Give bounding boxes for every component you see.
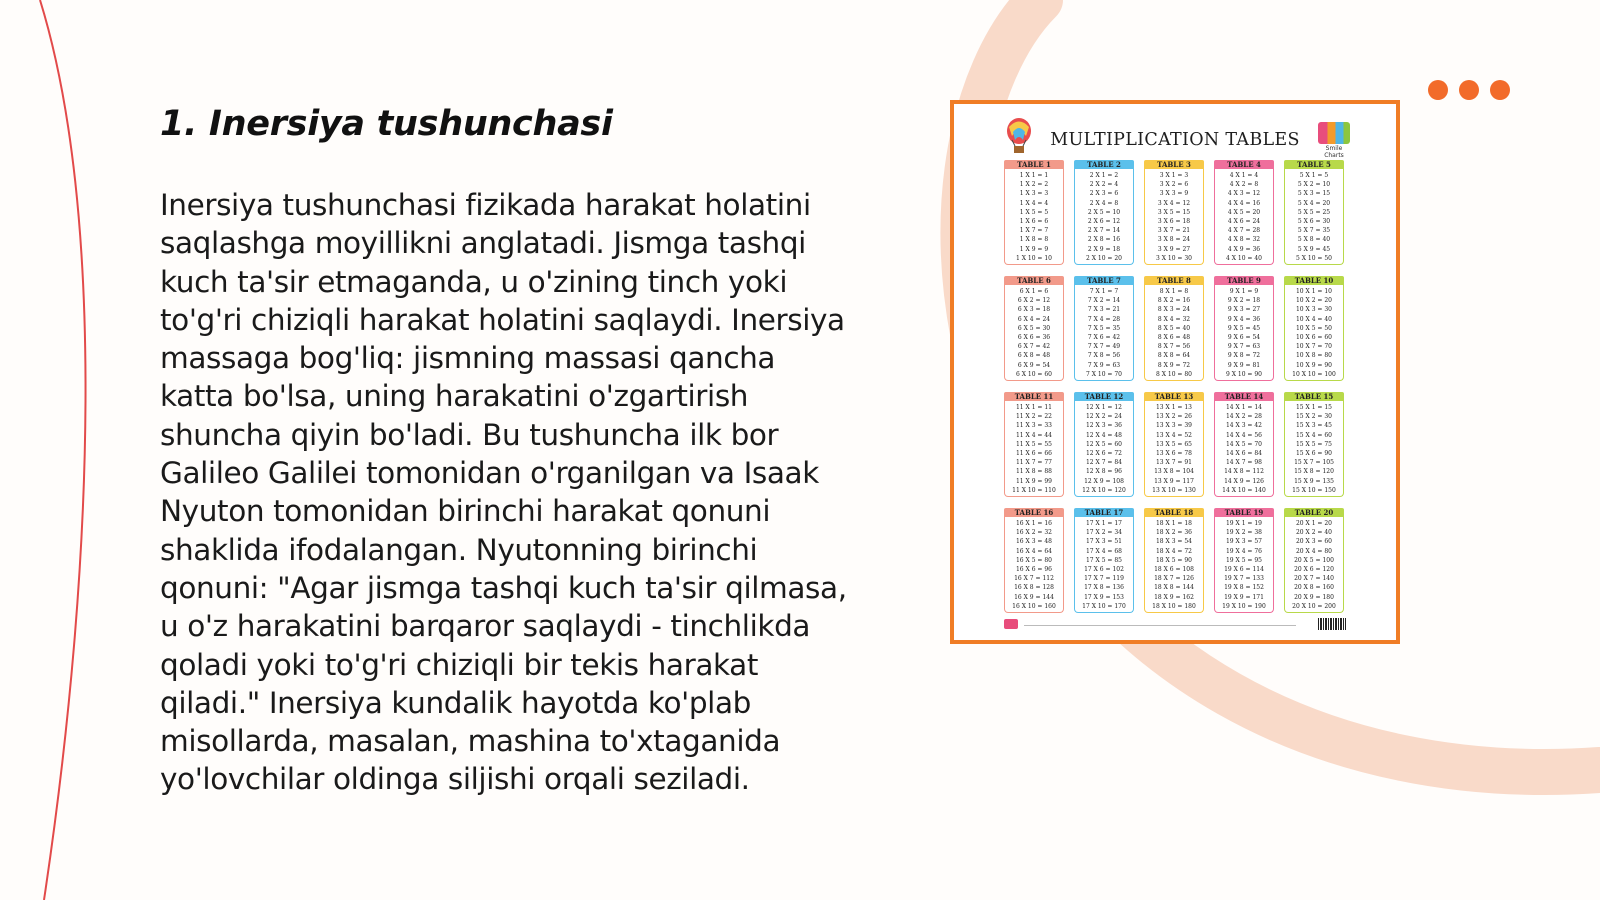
slide-title: 1. Inersiya tushunchasi	[160, 104, 613, 144]
table-header: TABLE 17	[1074, 508, 1134, 517]
brand-name: Smile Charts	[1324, 145, 1344, 159]
table-header: TABLE 8	[1144, 276, 1204, 285]
multiplication-table-11	[1004, 392, 1064, 500]
table-row: 20 X 1 = 20	[1295, 520, 1332, 527]
table-row: 17 X 1 = 17	[1085, 520, 1122, 527]
table-row: 19 X 7 = 133	[1224, 575, 1264, 583]
table-row: 3 X 10 = 30	[1155, 254, 1192, 262]
table-row: 17 X 2 = 34	[1085, 529, 1122, 537]
table-row: 17 X 8 = 136	[1084, 584, 1124, 592]
table-row: 12 X 9 = 108	[1084, 477, 1124, 485]
table-row: 16 X 8 = 128	[1014, 584, 1054, 592]
table-row: 19 X 1 = 19	[1225, 520, 1262, 527]
table-row: 20 X 10 = 200	[1292, 602, 1336, 610]
multiplication-table-1	[1004, 160, 1064, 268]
table-row: 18 X 10 = 180	[1152, 602, 1196, 610]
table-row: 14 X 7 = 98	[1225, 459, 1262, 467]
table-row: 1 X 7 = 7	[1019, 227, 1049, 235]
multiplication-table-12	[1074, 392, 1134, 500]
table-header: TABLE 9	[1214, 276, 1274, 285]
table-row: 1 X 3 = 3	[1019, 190, 1049, 198]
multiplication-table-15	[1284, 392, 1344, 500]
table-row: 11 X 1 = 11	[1015, 404, 1052, 411]
table-row: 16 X 7 = 112	[1014, 575, 1054, 583]
table-row: 6 X 6 = 36	[1017, 334, 1051, 342]
table-row: 16 X 1 = 16	[1015, 520, 1052, 527]
table-row: 2 X 9 = 18	[1087, 245, 1121, 253]
table-row: 5 X 3 = 15	[1297, 190, 1331, 198]
left-red-curve	[40, 0, 86, 900]
table-row: 4 X 7 = 28	[1227, 227, 1261, 235]
table-row: 2 X 7 = 14	[1087, 227, 1121, 235]
table-row: 19 X 8 = 152	[1224, 584, 1264, 592]
table-row: 15 X 3 = 45	[1295, 422, 1332, 430]
book-logo-icon	[1318, 122, 1350, 159]
table-row: 7 X 8 = 56	[1087, 352, 1121, 360]
table-row: 16 X 6 = 96	[1015, 566, 1052, 574]
table-header: TABLE 15	[1284, 392, 1344, 401]
table-row: 13 X 3 = 39	[1155, 422, 1192, 430]
table-row: 9 X 10 = 90	[1225, 370, 1262, 378]
table-row: 19 X 3 = 57	[1225, 538, 1262, 546]
table-row: 13 X 10 = 130	[1152, 486, 1196, 494]
table-row: 20 X 7 = 140	[1294, 575, 1334, 583]
table-row: 1 X 2 = 2	[1019, 181, 1049, 189]
table-row: 19 X 10 = 190	[1222, 602, 1266, 610]
table-row: 7 X 9 = 63	[1087, 361, 1121, 369]
table-row: 12 X 7 = 84	[1085, 459, 1122, 467]
table-row: 18 X 6 = 108	[1154, 566, 1194, 574]
table-row: 5 X 1 = 5	[1299, 172, 1329, 179]
table-row: 13 X 4 = 52	[1155, 431, 1192, 439]
table-row: 10 X 2 = 20	[1295, 297, 1332, 305]
table-row: 3 X 9 = 27	[1157, 245, 1191, 253]
table-row: 20 X 5 = 100	[1294, 556, 1334, 564]
table-row: 17 X 10 = 170	[1082, 602, 1126, 610]
table-row: 14 X 1 = 14	[1225, 404, 1262, 411]
table-row: 19 X 5 = 95	[1225, 556, 1262, 564]
table-row: 14 X 4 = 56	[1225, 431, 1262, 439]
table-row: 1 X 1 = 1	[1019, 172, 1049, 179]
table-row: 17 X 9 = 153	[1084, 593, 1124, 601]
table-row: 5 X 7 = 35	[1297, 227, 1331, 235]
table-row: 2 X 2 = 4	[1089, 181, 1119, 189]
more-dots-icon	[1428, 80, 1510, 100]
table-row: 14 X 9 = 126	[1224, 477, 1264, 485]
table-row: 8 X 8 = 64	[1157, 352, 1191, 360]
poster-header	[954, 118, 1396, 158]
multiplication-table-16	[1004, 508, 1064, 616]
multiplication-table-7	[1074, 276, 1134, 384]
table-header: TABLE 16	[1004, 508, 1064, 517]
multiplication-table-9	[1214, 276, 1274, 384]
table-header: TABLE 10	[1284, 276, 1344, 285]
table-row: 8 X 9 = 72	[1157, 361, 1191, 369]
table-row: 4 X 10 = 40	[1225, 254, 1262, 262]
table-row: 3 X 1 = 3	[1159, 172, 1189, 179]
table-row: 13 X 1 = 13	[1155, 404, 1192, 411]
table-row: 10 X 7 = 70	[1295, 343, 1332, 351]
table-row: 1 X 4 = 4	[1019, 199, 1049, 207]
table-row: 18 X 2 = 36	[1155, 529, 1192, 537]
table-row: 16 X 5 = 80	[1015, 556, 1052, 564]
table-row: 17 X 5 = 85	[1085, 556, 1122, 564]
table-row: 9 X 2 = 18	[1227, 297, 1261, 305]
table-row: 13 X 6 = 78	[1155, 450, 1192, 458]
table-row: 4 X 4 = 16	[1227, 199, 1261, 207]
table-row: 15 X 6 = 90	[1295, 450, 1332, 458]
table-row: 17 X 7 = 119	[1084, 575, 1124, 583]
table-header: TABLE 1	[1004, 160, 1064, 169]
table-row: 6 X 3 = 18	[1017, 306, 1051, 314]
table-row: 16 X 4 = 64	[1015, 547, 1052, 555]
table-row: 10 X 6 = 60	[1295, 334, 1332, 342]
table-row: 7 X 3 = 21	[1087, 306, 1121, 314]
multiplication-table-14	[1214, 392, 1274, 500]
table-row: 18 X 4 = 72	[1155, 547, 1192, 555]
table-row: 13 X 2 = 26	[1155, 413, 1192, 421]
table-row: 15 X 8 = 120	[1294, 468, 1334, 476]
table-row: 18 X 7 = 126	[1154, 575, 1194, 583]
table-row: 9 X 7 = 63	[1227, 343, 1261, 351]
table-row: 8 X 3 = 24	[1157, 306, 1191, 314]
table-row: 4 X 5 = 20	[1227, 208, 1261, 216]
table-row: 11 X 8 = 88	[1015, 468, 1052, 476]
table-row: 3 X 2 = 6	[1159, 181, 1189, 189]
table-row: 15 X 5 = 75	[1295, 440, 1332, 448]
table-row: 11 X 4 = 44	[1015, 431, 1052, 439]
table-row: 6 X 5 = 30	[1017, 324, 1051, 332]
table-row: 13 X 5 = 65	[1155, 440, 1192, 448]
table-row: 8 X 5 = 40	[1157, 324, 1191, 332]
table-row: 20 X 2 = 40	[1295, 529, 1332, 537]
table-row: 15 X 2 = 30	[1295, 413, 1332, 421]
multiplication-poster-image	[950, 100, 1400, 644]
table-row: 9 X 3 = 27	[1227, 306, 1261, 314]
table-row: 20 X 4 = 80	[1295, 547, 1332, 555]
table-row: 6 X 9 = 54	[1017, 361, 1051, 369]
table-row: 12 X 4 = 48	[1085, 431, 1122, 439]
table-row: 6 X 7 = 42	[1017, 343, 1051, 351]
table-row: 11 X 10 = 110	[1012, 486, 1056, 494]
table-row: 5 X 9 = 45	[1297, 245, 1331, 253]
table-row: 12 X 1 = 12	[1085, 404, 1122, 411]
slide-body-text: Inersiya tushunchasi fizikada harakat holatini saqlashga moyillikni anglatadi. Jismga tashqi kuch ta'sir etmaganda, u o'zining tinch yoki to'g'ri chiziqli harakat holatini saqlaydi. Inersiya massaga bog'liq: jismning massasi qancha katta bo'lsa, uning harakatini o'zgartirish shuncha qiyin bo'ladi. Bu tushuncha ilk bor Galileo Galilei tomonidan o'rganilgan va Isaak Nyuton tomonidan birinchi harakat qonuni shaklida ifodalangan. Nyutonning birinchi qonuni: "Agar jismga tashqi kuch ta'sir qilmasa, u o'z harakatini barqaror saqlaydi - tinchlikda qoladi yoki to'g'ri chiziqli bir tekis harakat qiladi." Inersiya kundalik hayotda ko'plab misollarda, masalan, mashina to'xtaganida yo'lovchilar oldinga siljishi orqali seziladi.	[160, 188, 847, 797]
footer-logo-icon	[1004, 619, 1018, 629]
table-row: 6 X 1 = 6	[1019, 288, 1049, 295]
multiplication-table-6	[1004, 276, 1064, 384]
table-row: 6 X 4 = 24	[1017, 315, 1051, 323]
table-row: 4 X 8 = 32	[1227, 236, 1261, 244]
table-header: TABLE 3	[1144, 160, 1204, 169]
table-header: TABLE 11	[1004, 392, 1064, 401]
table-header: TABLE 19	[1214, 508, 1274, 517]
table-row: 20 X 3 = 60	[1295, 538, 1332, 546]
table-row: 8 X 6 = 48	[1157, 334, 1191, 342]
multiplication-table-20	[1284, 508, 1344, 616]
table-row: 16 X 3 = 48	[1015, 538, 1052, 546]
table-row: 20 X 6 = 120	[1294, 566, 1334, 574]
table-row: 10 X 4 = 40	[1295, 315, 1332, 323]
table-row: 14 X 6 = 84	[1225, 450, 1262, 458]
table-row: 3 X 8 = 24	[1157, 236, 1191, 244]
table-row: 1 X 8 = 8	[1019, 236, 1049, 244]
table-row: 1 X 6 = 6	[1019, 218, 1049, 226]
table-row: 8 X 7 = 56	[1157, 343, 1191, 351]
table-row: 11 X 2 = 22	[1015, 413, 1052, 421]
table-row: 17 X 3 = 51	[1085, 538, 1122, 546]
table-row: 4 X 9 = 36	[1227, 245, 1261, 253]
table-row: 13 X 8 = 104	[1154, 468, 1194, 476]
table-row: 13 X 7 = 91	[1155, 459, 1192, 467]
table-row: 14 X 10 = 140	[1222, 486, 1266, 494]
table-row: 8 X 10 = 80	[1155, 370, 1192, 378]
table-row: 4 X 3 = 12	[1227, 190, 1261, 198]
table-row: 18 X 9 = 162	[1154, 593, 1194, 601]
table-row: 5 X 6 = 30	[1297, 218, 1331, 226]
table-row: 18 X 1 = 18	[1155, 520, 1192, 527]
table-row: 10 X 8 = 80	[1295, 352, 1332, 360]
table-row: 13 X 9 = 117	[1154, 477, 1194, 485]
table-header: TABLE 4	[1214, 160, 1274, 169]
table-row: 19 X 9 = 171	[1224, 593, 1264, 601]
table-row: 17 X 4 = 68	[1085, 547, 1122, 555]
table-row: 7 X 10 = 70	[1085, 370, 1122, 378]
table-row: 3 X 3 = 9	[1159, 190, 1189, 198]
table-row: 7 X 7 = 49	[1087, 343, 1121, 351]
table-row: 18 X 5 = 90	[1155, 556, 1192, 564]
table-row: 7 X 5 = 35	[1087, 324, 1121, 332]
table-row: 11 X 3 = 33	[1015, 422, 1052, 430]
table-row: 18 X 3 = 54	[1155, 538, 1192, 546]
table-row: 6 X 10 = 60	[1015, 370, 1052, 378]
table-row: 2 X 10 = 20	[1085, 254, 1122, 262]
table-row: 7 X 4 = 28	[1087, 315, 1121, 323]
table-header: TABLE 12	[1074, 392, 1134, 401]
tables-grid	[1004, 160, 1344, 616]
table-row: 18 X 8 = 144	[1154, 584, 1194, 592]
table-row: 16 X 10 = 160	[1012, 602, 1056, 610]
table-row: 5 X 8 = 40	[1297, 236, 1331, 244]
table-row: 8 X 2 = 16	[1157, 297, 1191, 305]
barcode-icon	[1318, 618, 1346, 630]
multiplication-table-8	[1144, 276, 1204, 384]
table-row: 9 X 5 = 45	[1227, 324, 1261, 332]
table-row: 11 X 6 = 66	[1015, 450, 1052, 458]
table-row: 3 X 5 = 15	[1157, 208, 1191, 216]
table-header: TABLE 6	[1004, 276, 1064, 285]
table-row: 5 X 5 = 25	[1297, 208, 1331, 216]
table-header: TABLE 5	[1284, 160, 1344, 169]
poster-footer	[1004, 618, 1346, 632]
table-row: 9 X 9 = 81	[1227, 361, 1261, 369]
multiplication-table-17	[1074, 508, 1134, 616]
table-row: 10 X 9 = 90	[1295, 361, 1332, 369]
table-row: 10 X 1 = 10	[1295, 288, 1332, 295]
table-row: 14 X 3 = 42	[1225, 422, 1262, 430]
table-row: 5 X 4 = 20	[1297, 199, 1331, 207]
table-row: 20 X 8 = 160	[1294, 584, 1334, 592]
table-row: 11 X 7 = 77	[1015, 459, 1052, 467]
table-row: 11 X 9 = 99	[1015, 477, 1052, 485]
multiplication-table-18	[1144, 508, 1204, 616]
multiplication-table-19	[1214, 508, 1274, 616]
dot	[1428, 80, 1448, 100]
table-row: 19 X 2 = 38	[1225, 529, 1262, 537]
table-row: 17 X 6 = 102	[1084, 566, 1124, 574]
table-row: 15 X 7 = 105	[1294, 459, 1334, 467]
multiplication-table-3	[1144, 160, 1204, 268]
table-row: 12 X 5 = 60	[1085, 440, 1122, 448]
table-row: 2 X 8 = 16	[1087, 236, 1121, 244]
multiplication-table-5	[1284, 160, 1344, 268]
table-row: 15 X 1 = 15	[1295, 404, 1332, 411]
table-row: 15 X 10 = 150	[1292, 486, 1336, 494]
table-row: 12 X 10 = 120	[1082, 486, 1126, 494]
table-row: 8 X 4 = 32	[1157, 315, 1191, 323]
table-header: TABLE 20	[1284, 508, 1344, 517]
table-row: 10 X 3 = 30	[1295, 306, 1332, 314]
table-header: TABLE 7	[1074, 276, 1134, 285]
table-row: 7 X 2 = 14	[1087, 297, 1121, 305]
table-row: 3 X 4 = 12	[1157, 199, 1191, 207]
table-row: 2 X 3 = 6	[1089, 190, 1119, 198]
table-row: 7 X 6 = 42	[1087, 334, 1121, 342]
table-row: 1 X 5 = 5	[1019, 208, 1049, 216]
multiplication-table-13	[1144, 392, 1204, 500]
table-row: 4 X 6 = 24	[1227, 218, 1261, 226]
table-row: 4 X 2 = 8	[1229, 181, 1259, 189]
table-row: 9 X 4 = 36	[1227, 315, 1261, 323]
table-row: 19 X 4 = 76	[1225, 547, 1262, 555]
table-row: 16 X 9 = 144	[1014, 593, 1054, 601]
dot	[1490, 80, 1510, 100]
table-header: TABLE 13	[1144, 392, 1204, 401]
table-row: 2 X 6 = 12	[1087, 218, 1121, 226]
table-row: 9 X 8 = 72	[1227, 352, 1261, 360]
table-row: 9 X 6 = 54	[1227, 334, 1261, 342]
table-row: 2 X 4 = 8	[1089, 199, 1119, 207]
table-row: 12 X 3 = 36	[1085, 422, 1122, 430]
table-row: 20 X 9 = 180	[1294, 593, 1334, 601]
table-row: 4 X 1 = 4	[1229, 172, 1259, 179]
table-row: 7 X 1 = 7	[1089, 288, 1119, 295]
table-row: 10 X 10 = 100	[1292, 370, 1336, 378]
table-row: 12 X 6 = 72	[1085, 450, 1122, 458]
table-row: 14 X 2 = 28	[1225, 413, 1262, 421]
table-row: 3 X 6 = 18	[1157, 218, 1191, 226]
table-row: 10 X 5 = 50	[1295, 324, 1332, 332]
table-row: 1 X 10 = 10	[1015, 254, 1052, 262]
multiplication-table-2	[1074, 160, 1134, 268]
table-row: 6 X 2 = 12	[1017, 297, 1051, 305]
table-row: 12 X 8 = 96	[1085, 468, 1122, 476]
table-row: 1 X 9 = 9	[1019, 245, 1049, 253]
poster-title: MULTIPLICATION TABLES	[1050, 130, 1300, 150]
table-row: 5 X 10 = 50	[1295, 254, 1332, 262]
table-row: 5 X 2 = 10	[1297, 181, 1331, 189]
dot	[1459, 80, 1479, 100]
table-row: 15 X 4 = 60	[1295, 431, 1332, 439]
table-row: 2 X 1 = 2	[1089, 172, 1119, 179]
multiplication-table-10	[1284, 276, 1344, 384]
table-row: 12 X 2 = 24	[1085, 413, 1122, 421]
table-row: 8 X 1 = 8	[1159, 288, 1189, 295]
table-row: 3 X 7 = 21	[1157, 227, 1191, 235]
table-row: 15 X 9 = 135	[1294, 477, 1334, 485]
footer-line	[1024, 625, 1296, 626]
table-row: 9 X 1 = 9	[1229, 288, 1259, 295]
multiplication-table-4	[1214, 160, 1274, 268]
table-row: 14 X 5 = 70	[1225, 440, 1262, 448]
table-row: 19 X 6 = 114	[1224, 566, 1264, 574]
table-header: TABLE 18	[1144, 508, 1204, 517]
table-header: TABLE 14	[1214, 392, 1274, 401]
table-row: 6 X 8 = 48	[1017, 352, 1051, 360]
table-row: 11 X 5 = 55	[1015, 440, 1052, 448]
table-header: TABLE 2	[1074, 160, 1134, 169]
table-row: 16 X 2 = 32	[1015, 529, 1052, 537]
table-row: 2 X 5 = 10	[1087, 208, 1121, 216]
table-row: 14 X 8 = 112	[1224, 468, 1264, 476]
